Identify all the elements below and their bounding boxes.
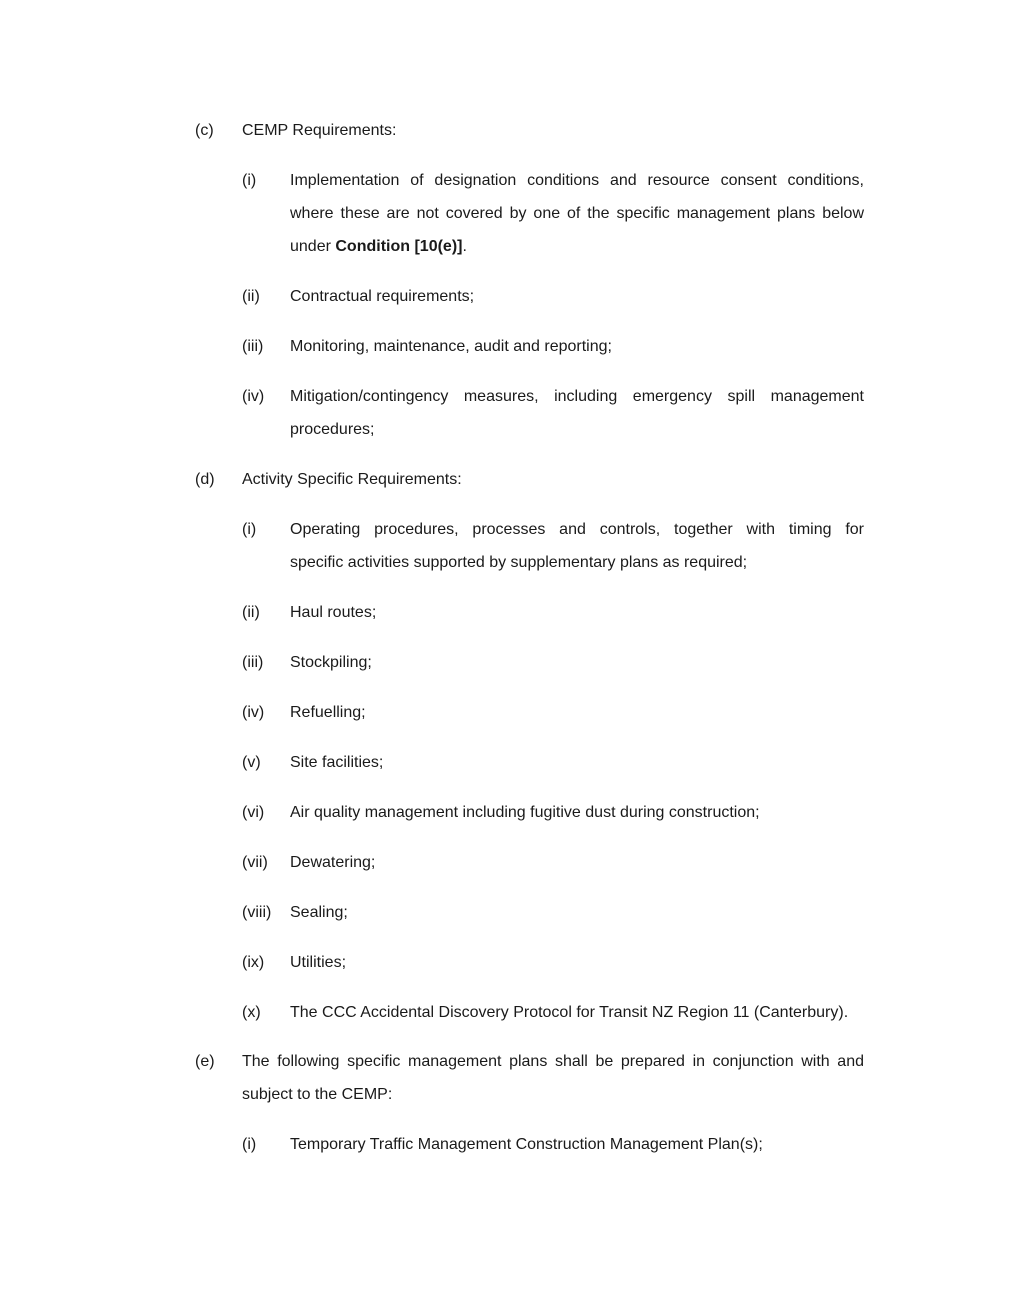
c-item-i-line2: where these are not covered by one of the specific management plans below [290,205,864,222]
d-item-vii-text: Dewatering; [290,854,376,871]
section-c-label: (c) [195,122,214,139]
c-item-iv-line2: procedures; [290,421,375,438]
section-e-line2: subject to the CEMP: [242,1086,393,1103]
d-item-viii-text: Sealing; [290,904,348,921]
section-c-heading: CEMP Requirements: [242,122,397,139]
c-item-i-number: (i) [242,172,257,189]
c-item-iv-number: (iv) [242,388,265,405]
c-item-i-line3-pre: under [290,238,336,255]
d-item-viii-number: (viii) [242,904,272,921]
d-item-x-number: (x) [242,1004,261,1021]
d-item-ix-text: Utilities; [290,954,347,971]
c-item-iv-line1: Mitigation/contingency measures, including emergency spill management [290,388,864,405]
section-d-label: (d) [195,471,215,488]
c-item-ii-number: (ii) [242,288,260,305]
c-item-i-line3-post: . [462,238,467,255]
d-item-iv-number: (iv) [242,704,265,721]
d-item-v-number: (v) [242,754,261,771]
c-item-iii-number: (iii) [242,338,264,355]
d-item-vi-number: (vi) [242,804,265,821]
d-item-i-number: (i) [242,521,257,538]
d-item-i-line1: Operating procedures, processes and controls, together with timing for [290,521,864,538]
condition-reference: Condition [10(e)] [335,238,463,255]
d-item-x-text: The CCC Accidental Discovery Protocol for Transit NZ Region 11 (Canterbury). [290,1004,849,1021]
section-e-line1: The following specific management plans shall be prepared in conjunction with and [242,1053,864,1070]
c-item-iii-text: Monitoring, maintenance, audit and reporting; [290,338,612,355]
d-item-iii-text: Stockpiling; [290,654,372,671]
section-d-heading: Activity Specific Requirements: [242,471,462,488]
d-item-i-line2: specific activities supported by supplementary plans as required; [290,554,748,571]
section-e-label: (e) [195,1053,215,1070]
e-item-i-text: Temporary Traffic Management Construction Management Plan(s); [290,1136,763,1153]
d-item-iii-number: (iii) [242,654,264,671]
d-item-ii-number: (ii) [242,604,260,621]
d-item-vi-text: Air quality management including fugitive dust during construction; [290,804,760,821]
d-item-vii-number: (vii) [242,854,268,871]
c-item-i-line1: Implementation of designation conditions and resource consent conditions, [290,172,864,189]
d-item-iv-text: Refuelling; [290,704,366,721]
e-item-i-number: (i) [242,1136,257,1153]
d-item-ix-number: (ix) [242,954,265,971]
d-item-ii-text: Haul routes; [290,604,377,621]
c-item-i-line3 [290,237,467,257]
d-item-v-text: Site facilities; [290,754,384,771]
c-item-ii-text: Contractual requirements; [290,288,475,305]
